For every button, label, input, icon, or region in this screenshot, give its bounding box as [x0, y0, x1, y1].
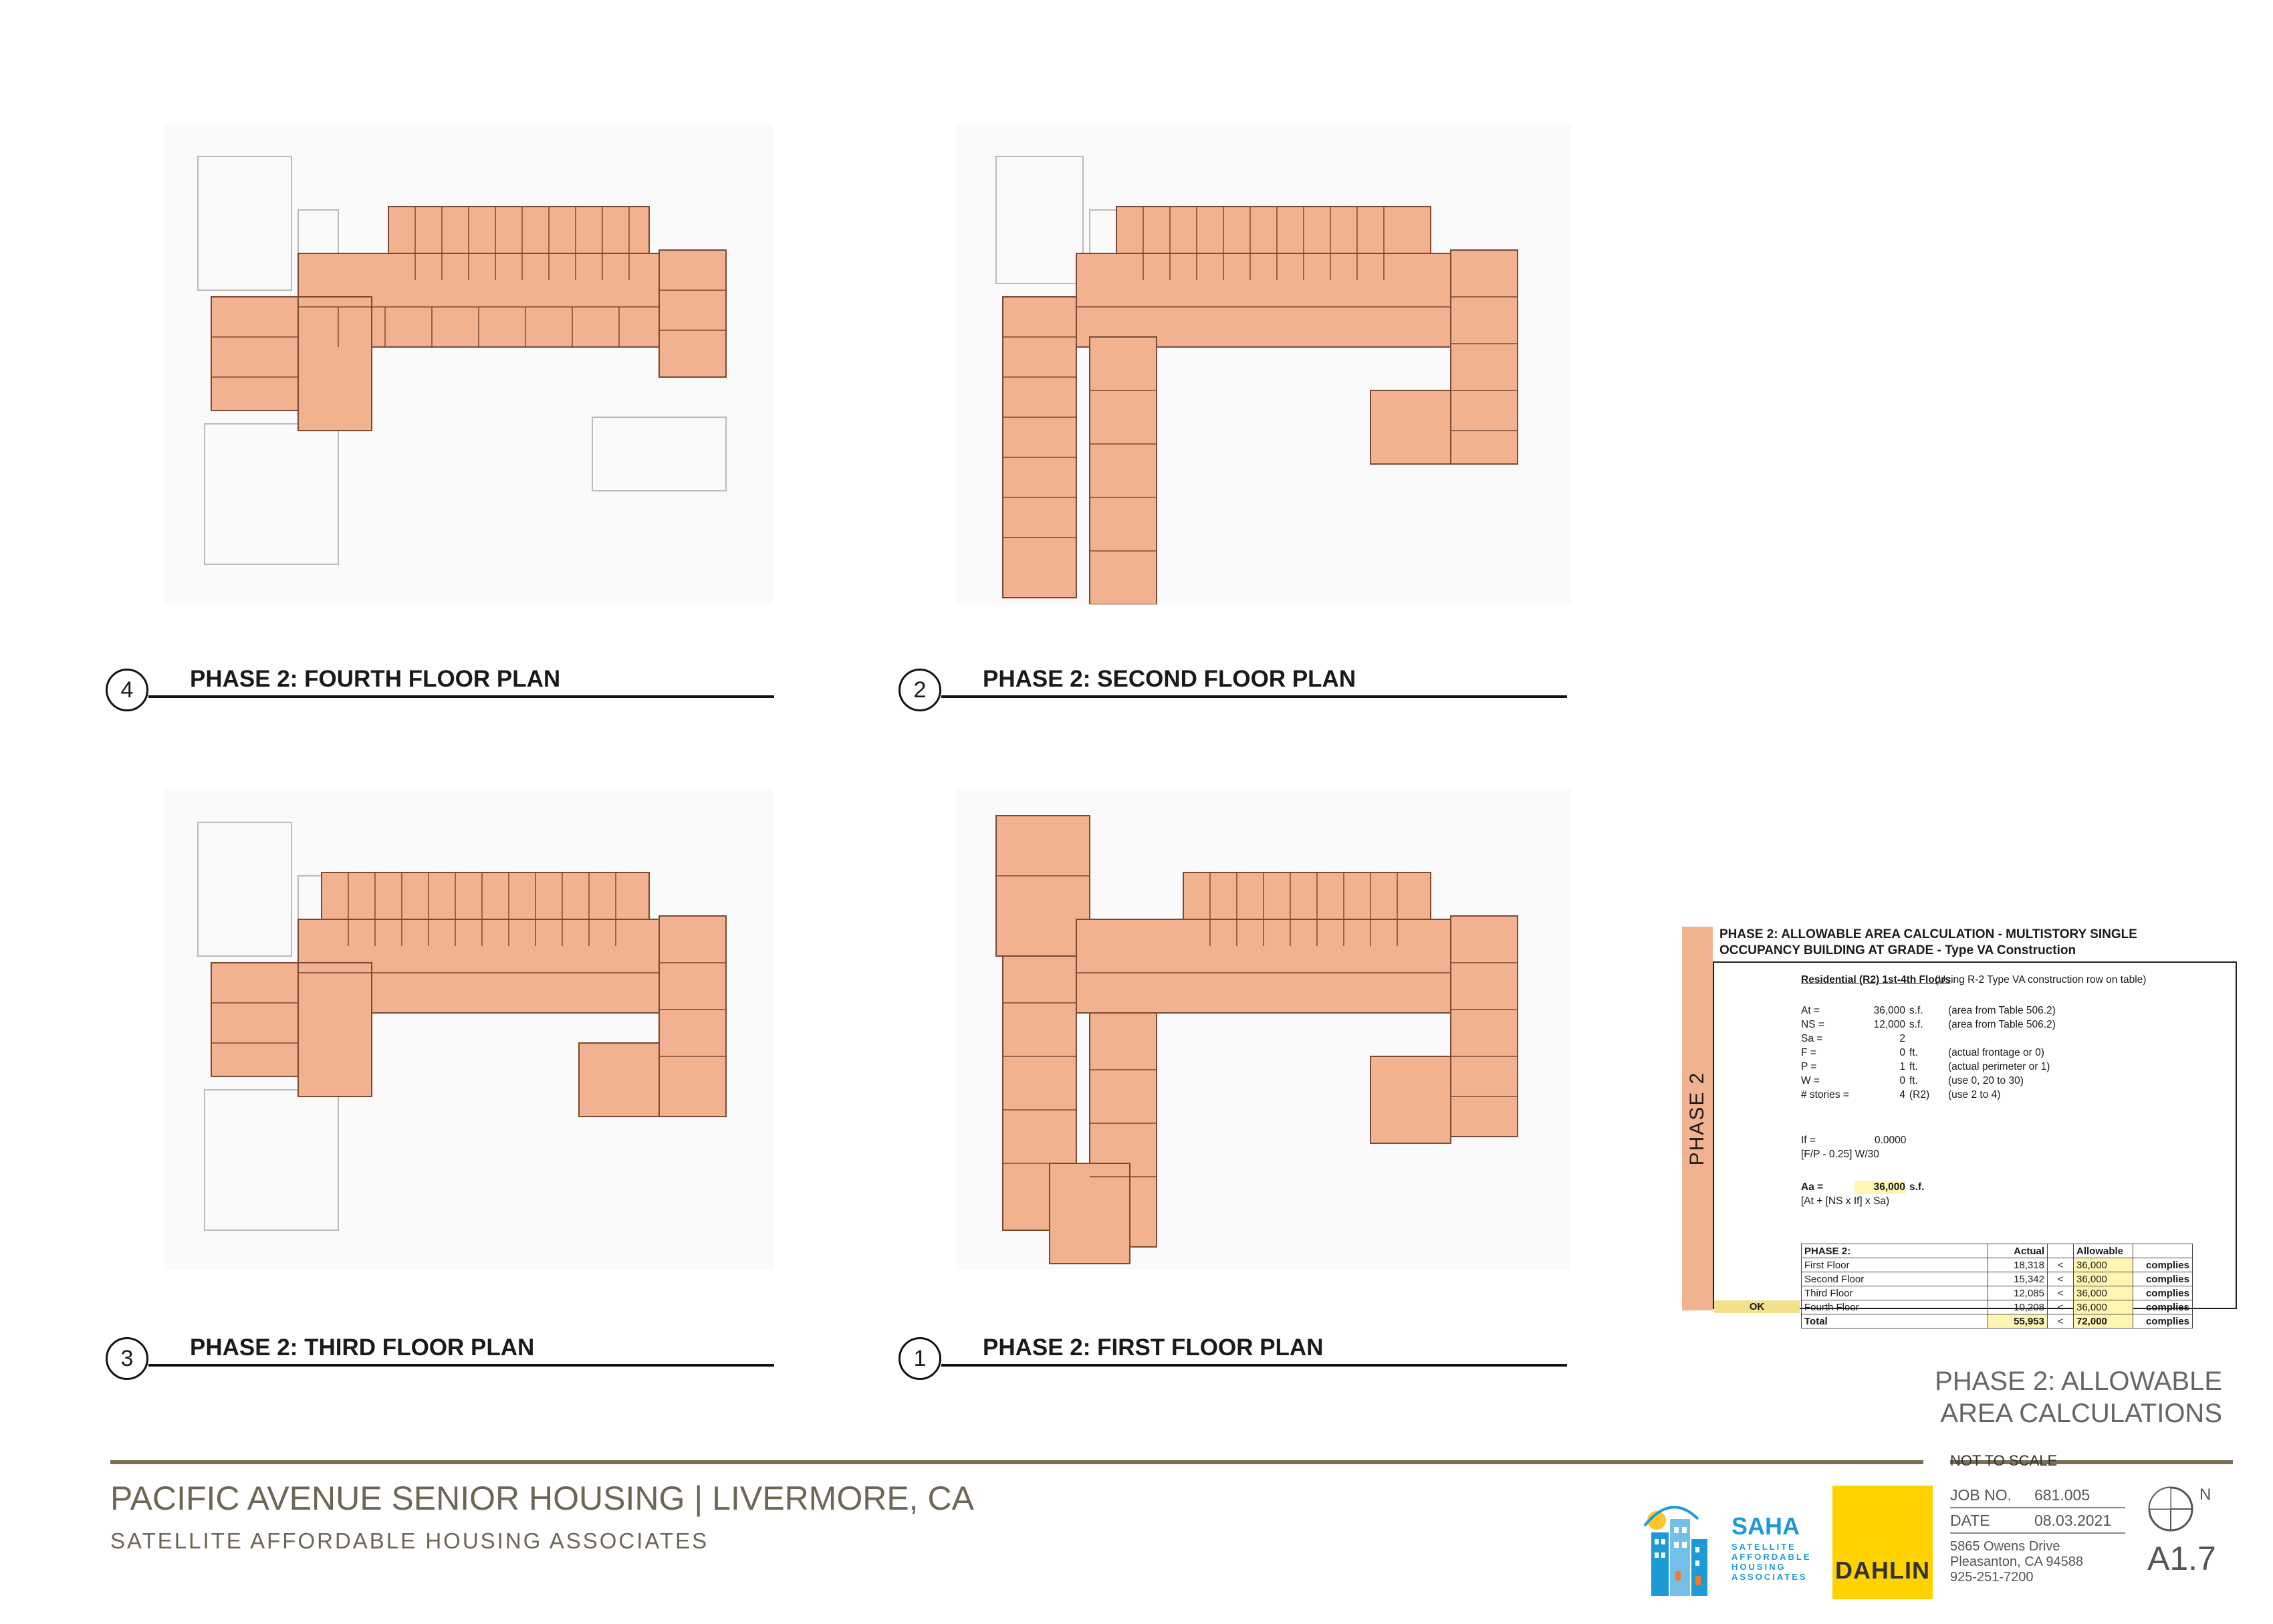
address-line-1: 5865 Owens Drive — [1950, 1539, 2060, 1554]
address-line-2: Pleasanton, CA 94588 — [1950, 1554, 2084, 1569]
table-header-row — [1802, 1244, 2193, 1258]
allowable-area: 36,000 — [2074, 1300, 2133, 1314]
calc-box — [1713, 961, 2237, 1327]
plan-title: PHASE 2: FIRST FLOOR PLAN — [983, 1335, 1324, 1361]
phase-band-label: PHASE 2 — [1686, 1071, 1708, 1166]
third-floor-plan-drawing — [164, 789, 773, 1270]
var-label: P = — [1801, 1061, 1817, 1072]
calc-heading-line-1: PHASE 2: ALLOWABLE AREA CALCULATION - MULTISTORY SINGLE — [1719, 927, 2137, 941]
first-floor-plan-label — [899, 1337, 1567, 1391]
plan-number-badge: 4 — [106, 669, 148, 711]
table-header: PHASE 2: — [1802, 1244, 1988, 1258]
date-divider — [1950, 1532, 2125, 1534]
phase-band — [1682, 927, 1713, 1310]
job-number-label: JOB NO. — [1950, 1486, 2012, 1504]
third-floor-plan-label — [106, 1337, 774, 1391]
saha-tagline — [1731, 1542, 1812, 1582]
compliance-status: complies — [2133, 1272, 2193, 1286]
var-label: F = — [1801, 1047, 1816, 1058]
project-title: PACIFIC AVENUE SENIOR HOUSING | LIVERMORE, CA — [110, 1480, 974, 1517]
var-note: (actual perimeter or 1) — [1948, 1061, 2050, 1072]
date-label: DATE — [1950, 1512, 1990, 1529]
floor-name: Fourth Floor — [1802, 1300, 1988, 1314]
table-row — [1802, 1300, 2193, 1314]
fourth-floor-plan-label — [106, 666, 774, 722]
calc-heading-line-2: OCCUPANCY BUILDING AT GRADE - Type VA Construction — [1719, 943, 2076, 957]
actual-area: 18,318 — [1988, 1258, 2048, 1272]
floor-area-table — [1801, 1244, 2193, 1328]
not-to-scale-note: NOT TO SCALE — [1950, 1452, 2058, 1469]
var-value: 2 — [1899, 1033, 1905, 1044]
var-value: 4 — [1899, 1089, 1905, 1100]
allowable-area: 36,000 — [2074, 1286, 2133, 1300]
var-unit: (R2) — [1909, 1089, 1930, 1100]
sheet-title — [1935, 1365, 2222, 1429]
var-value: 1 — [1899, 1061, 1905, 1072]
var-unit: ft. — [1909, 1075, 1918, 1086]
total-comparison: < — [2048, 1314, 2074, 1328]
saha-tagline-3: HOUSING — [1731, 1562, 1786, 1572]
plan-number-badge: 2 — [899, 669, 941, 711]
ok-indicator: OK — [1714, 1300, 1800, 1313]
sheet-title-line-2: AREA CALCULATIONS — [1940, 1399, 2222, 1428]
compliance-status: complies — [2133, 1300, 2193, 1314]
table-header: Allowable — [2074, 1244, 2133, 1258]
plan-title: PHASE 2: FOURTH FLOOR PLAN — [190, 666, 561, 692]
plan-title: PHASE 2: THIRD FLOOR PLAN — [190, 1335, 535, 1361]
allowable-area: 36,000 — [2074, 1258, 2133, 1272]
table-total-row — [1802, 1314, 2193, 1328]
job-number-row — [1950, 1486, 2125, 1505]
var-note: (area from Table 506.2) — [1948, 1019, 2056, 1030]
plan-title-rule — [941, 695, 1567, 698]
table-row — [1802, 1272, 2193, 1286]
phone: 925-251-7200 — [1950, 1570, 2034, 1585]
saha-tagline-2: AFFORDABLE — [1731, 1552, 1812, 1562]
allowable-area: 36,000 — [2074, 1272, 2133, 1286]
table-row — [1802, 1286, 2193, 1300]
plan-title-rule — [148, 695, 774, 698]
table-row — [1802, 1258, 2193, 1272]
date-value: 08.03.2021 — [2034, 1512, 2112, 1529]
aa-unit: s.f. — [1909, 1181, 1925, 1193]
var-unit: s.f. — [1909, 1019, 1923, 1030]
compliance-status: complies — [2133, 1286, 2193, 1300]
calc-heading — [1719, 927, 2137, 959]
var-value: 0 — [1899, 1075, 1905, 1086]
plan-title: PHASE 2: SECOND FLOOR PLAN — [983, 666, 1356, 692]
saha-tagline-4: ASSOCIATES — [1731, 1572, 1808, 1582]
table-header: Actual — [1988, 1244, 2048, 1258]
total-actual: 55,953 — [1988, 1314, 2048, 1328]
north-arrow-icon — [2147, 1486, 2194, 1532]
saha-tagline-1: SATELLITE — [1731, 1542, 1796, 1552]
using-note: (Using R-2 Type VA construction row on table) — [1935, 974, 2147, 985]
floor-name: Second Floor — [1802, 1272, 1988, 1286]
title-block-rule — [110, 1460, 1923, 1464]
var-value: 0 — [1899, 1047, 1905, 1058]
var-label: # stories = — [1801, 1089, 1849, 1100]
var-label: W = — [1801, 1075, 1820, 1086]
saha-wordmark: SAHA — [1731, 1512, 1800, 1540]
floor-name: First Floor — [1802, 1258, 1988, 1272]
var-value: 36,000 — [1873, 1005, 1905, 1016]
job-number: 681.005 — [2034, 1486, 2090, 1504]
sheet-number: A1.7 — [2147, 1540, 2216, 1577]
sheet-title-line-1: PHASE 2: ALLOWABLE — [1935, 1367, 2222, 1396]
var-note: (use 0, 20 to 30) — [1948, 1075, 2024, 1086]
residential-label: Residential (R2) 1st-4th Floors — [1801, 974, 1951, 985]
var-label: NS = — [1801, 1019, 1824, 1030]
comparison: < — [2048, 1300, 2074, 1314]
var-note: (area from Table 506.2) — [1948, 1005, 2056, 1016]
aa-value: 36,000 — [1855, 1181, 1905, 1194]
north-label: N — [2199, 1486, 2211, 1504]
var-unit: ft. — [1909, 1047, 1918, 1058]
second-floor-plan-label — [899, 666, 1567, 722]
dahlin-wordmark: DAHLIN — [1835, 1556, 1930, 1584]
var-label: Sa = — [1801, 1033, 1823, 1044]
allowable-area-calculation — [1682, 927, 2238, 1327]
plan-title-rule — [941, 1364, 1567, 1367]
fourth-floor-plan-drawing — [164, 123, 773, 604]
aa-formula: [At + [NS x If] x Sa) — [1801, 1195, 1890, 1207]
job-info-divider — [1950, 1507, 2125, 1508]
actual-area: 10,208 — [1988, 1300, 2048, 1314]
saha-logo — [1631, 1486, 1818, 1599]
project-subtitle: SATELLITE AFFORDABLE HOUSING ASSOCIATES — [110, 1528, 709, 1553]
var-label: At = — [1801, 1005, 1820, 1016]
plan-number-badge: 3 — [106, 1337, 148, 1380]
dahlin-logo — [1832, 1486, 1933, 1599]
actual-area: 12,085 — [1988, 1286, 2048, 1300]
var-unit: s.f. — [1909, 1005, 1923, 1016]
address-block — [1950, 1539, 2125, 1585]
first-floor-plan-drawing — [956, 789, 1571, 1270]
comparison: < — [2048, 1286, 2074, 1300]
if-label: If = — [1801, 1135, 1816, 1146]
floor-name: Third Floor — [1802, 1286, 1988, 1300]
actual-area: 15,342 — [1988, 1272, 2048, 1286]
plan-number-badge: 1 — [899, 1337, 941, 1380]
total-status: complies — [2133, 1314, 2193, 1328]
comparison: < — [2048, 1258, 2074, 1272]
second-floor-plan-drawing — [956, 123, 1571, 604]
var-unit: ft. — [1909, 1061, 1918, 1072]
compliance-status: complies — [2133, 1258, 2193, 1272]
var-note: (use 2 to 4) — [1948, 1089, 2001, 1100]
if-formula: [F/P - 0.25] W/30 — [1801, 1149, 1879, 1160]
if-value: 0.0000 — [1875, 1135, 1907, 1146]
total-allowable: 72,000 — [2074, 1314, 2133, 1328]
comparison: < — [2048, 1272, 2074, 1286]
plan-title-rule — [148, 1364, 774, 1367]
date-row — [1950, 1511, 2125, 1530]
var-note: (actual frontage or 0) — [1948, 1047, 2044, 1058]
var-value: 12,000 — [1873, 1019, 1905, 1030]
total-label: Total — [1802, 1314, 1988, 1328]
aa-label: Aa = — [1801, 1181, 1824, 1193]
